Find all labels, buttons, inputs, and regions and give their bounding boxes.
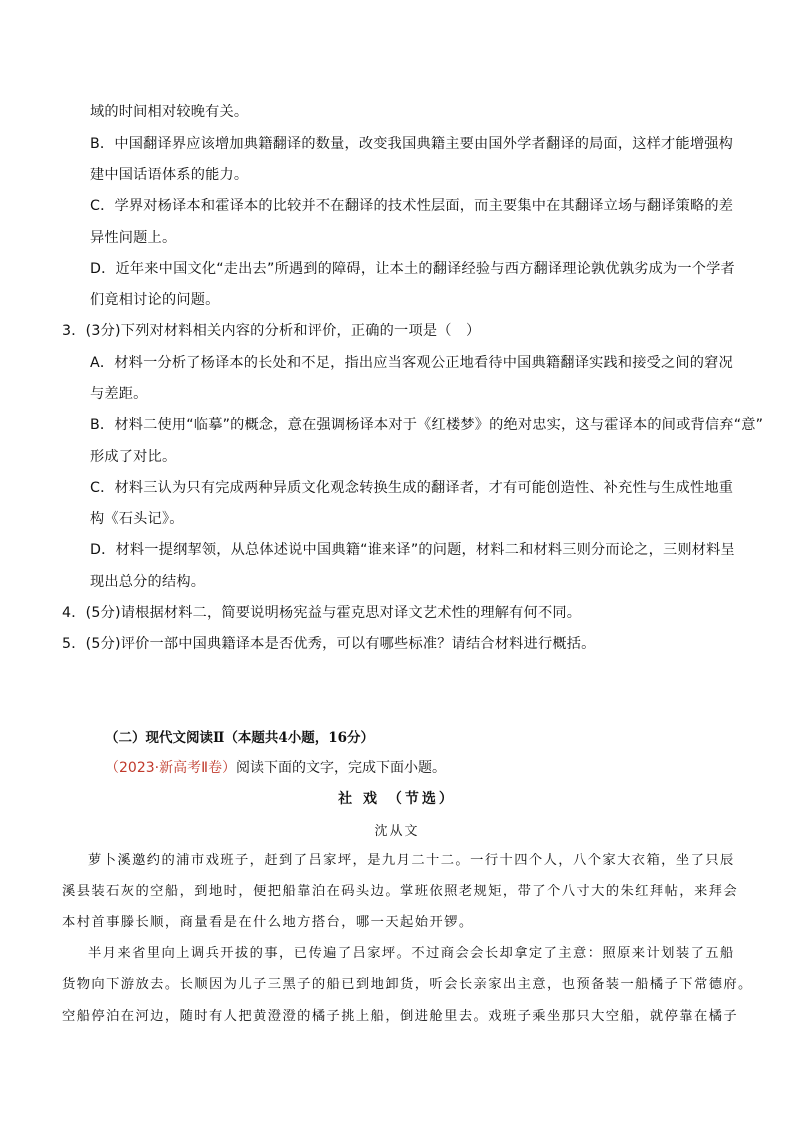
q3-option-d-line1: D．材料一提纲挈领，从总体述说中国典籍“谁来译”的问题，材料二和材料三则分而论之，三则材料呈 xyxy=(90,542,735,558)
story-line: 半月来省里向上调兵开拔的事，已传遍了吕家坪。不过商会会长却拿定了主意：照原来计划装了五船 xyxy=(88,946,735,961)
q2-option-d-line1: D．近年来中国文化“走出去”所遇到的障碍，让本土的翻译经验与西方翻译理论孰优孰劣成为一个学者 xyxy=(90,261,735,277)
story-line: 本村首事滕长顺，商量看是在什么地方搭台，哪一天起始开锣。 xyxy=(62,915,474,930)
q3-option-d-line2: 现出总分的结构。 xyxy=(90,574,206,590)
q2-option-c-line2: 异性问题上。 xyxy=(90,230,177,246)
story-line: 萝卜溪邀约的浦市戏班子，赶到了吕家坪，是九月二十二。一行十四个人，八个家大衣箱，坐了只辰 xyxy=(88,853,735,868)
story-line: 空船停泊在河边，随时有人把黄澄澄的橘子挑上船，倒进舱里去。戏班子乘坐那只大空船，就停靠在橘子 xyxy=(62,1009,739,1024)
passage-title: 社 戏 （节选） xyxy=(338,791,456,807)
q3-option-b-line1: B．材料二使用“临摹”的概念，意在强调杨译本对于《红楼梦》的绝对忠实，这与霍译本的间或背信弃“意” xyxy=(90,417,764,433)
story-line: 货物向下游放去。长顺因为儿子三黑子的船已到地卸货，听会长亲家出主意，也预备装一船橘子下常德府。 xyxy=(62,977,753,992)
question5: 5．(5分)评价一部中国典籍译本是否优秀，可以有哪些标准？请结合材料进行概括。 xyxy=(62,636,596,652)
passage-author: 沈从文 xyxy=(374,824,420,839)
q2-option-b-line2: 建中国话语体系的能力。 xyxy=(90,167,249,183)
q3-option-c-line2: 构《石头记》。 xyxy=(90,511,184,527)
q2-option-d-line2: 们竟相讨论的问题。 xyxy=(90,292,220,308)
q2-option-c-line1: C．学界对杨译本和霍译本的比较并不在翻译的技术性层面，而主要集中在其翻译立场与翻译策略的差 xyxy=(90,198,734,214)
q2-option-b-line1: B．中国翻译界应该增加典籍翻译的数量，改变我国典籍主要由国外学者翻译的局面，这样才能增强构 xyxy=(90,136,733,152)
section2-heading: （二）现代文阅读Ⅱ（本题共4小题，16分） xyxy=(105,730,375,746)
question4: 4．(5分)请根据材料二，简要说明杨宪益与霍克思对译文艺术性的理解有何不同。 xyxy=(62,605,582,621)
story-line: 溪县装石灰的空船，到地时，便把船靠泊在码头边。掌班依照老规矩，带了个八寸大的朱红拜帖，来拜会 xyxy=(62,884,739,899)
q3-option-c-line1: C．材料三认为只有完成两种异质文化观念转换生成的翻译者，才有可能创造性、补充性与生成性地重 xyxy=(90,480,734,496)
section2-source-line xyxy=(105,757,446,777)
reading-instruction: 阅读下面的文字，完成下面小题。 xyxy=(235,760,446,776)
q3-option-a-line2: 与差距。 xyxy=(90,386,148,402)
exam-source: （2023·新高考Ⅱ卷） xyxy=(105,760,236,776)
question2-continuation: 域的时间相对较晚有关。 xyxy=(90,104,249,120)
question3-stem: 3．(3分)下列对材料相关内容的分析和评价，正确的一项是（ ） xyxy=(62,323,481,339)
q3-option-b-line2: 形成了对比。 xyxy=(90,449,177,465)
q3-option-a-line1: A．材料一分析了杨译本的长处和不足，指出应当客观公正地看待中国典籍翻译实践和接受之间的窘况 xyxy=(90,355,733,371)
